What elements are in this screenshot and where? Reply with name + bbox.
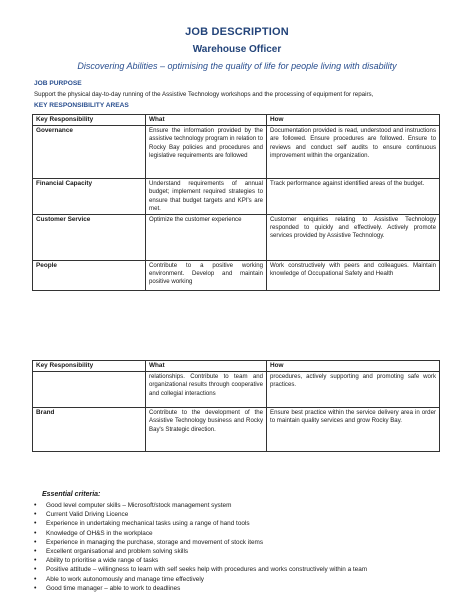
organisation-tagline: Discovering Abilities – optimising the quality of life for people living with disability	[77, 61, 397, 71]
document-title: JOB DESCRIPTION	[185, 26, 289, 38]
responsibility-what: relationships. Contribute to team and organizational results through cooperative and collegial interactions	[146, 372, 267, 408]
bullet-icon: •	[34, 511, 37, 519]
responsibility-what: Optimize the customer experience	[146, 214, 267, 260]
bullet-icon: •	[34, 538, 37, 546]
responsibility-key: Financial Capacity	[33, 179, 146, 214]
column-header-how: How	[267, 115, 440, 126]
list-item	[34, 538, 454, 547]
criteria-text: Good time manager – able to work to deadlines	[46, 584, 181, 592]
essential-criteria-list	[34, 501, 454, 593]
bullet-icon: •	[34, 529, 37, 537]
job-purpose-text: Support the physical day-to-day running of the Assistive Technology workshops and the processing of equipment for repairs,	[34, 91, 374, 98]
criteria-text: Able to work autonomously and manage time effectively	[46, 575, 204, 583]
essential-criteria-heading: Essential criteria:	[42, 491, 101, 498]
responsibility-how: Customer enquiries relating to Assistive Technology responded to quickly and effectively. Actively promote services provided by Assistive Technology.	[267, 214, 440, 260]
responsibility-how: Work constructively with peers and colleagues. Maintain knowledge of Occupational Safety and Health	[267, 260, 440, 290]
table-header-row	[33, 115, 440, 126]
column-header-what: What	[146, 115, 267, 126]
bullet-icon: •	[34, 548, 37, 556]
responsibility-how: Track performance against identified areas of the budget.	[267, 179, 440, 214]
criteria-text: Ability to prioritise a wide range of tasks	[46, 557, 159, 565]
criteria-text: Current Valid Driving Licence	[46, 511, 129, 519]
responsibility-how: Documentation provided is read, understood and instructions are followed. Ensure procedures are followed. Ensure to reviews and conduct self audits to ensure continuous improvement within the organization.	[267, 126, 440, 179]
responsibility-how: procedures, actively supporting and promoting safe work practices.	[267, 372, 440, 408]
responsibility-key	[33, 372, 146, 408]
responsibility-what: Understand requirements of annual budget; implement required strategies to ensure that budget targets and KPI's are met.	[146, 179, 267, 214]
list-item	[34, 519, 454, 528]
responsibility-key: Brand	[33, 408, 146, 452]
criteria-text: Excellent organisational and problem solving skills	[46, 548, 189, 556]
responsibility-what: Contribute to a positive working environment. Develop and maintain positive working	[146, 260, 267, 290]
table-header-row	[33, 361, 440, 372]
list-item	[34, 510, 454, 519]
list-item	[34, 501, 454, 510]
bullet-icon: •	[34, 557, 37, 565]
list-item	[34, 547, 454, 556]
list-item	[34, 584, 454, 593]
list-item	[34, 565, 454, 574]
criteria-text: Knowledge of OH&S in the workplace	[46, 529, 153, 537]
responsibility-what: Ensure the information provided by the assistive technology program in relation to Rocky Bay policies and procedures and legislative requirements are followed	[146, 126, 267, 179]
table-row	[33, 179, 440, 214]
responsibility-how: Ensure best practice within the service delivery area in order to maintain quality services and grow Rocky Bay.	[267, 408, 440, 452]
criteria-text: Experience in managing the purchase, storage and movement of stock items	[46, 538, 264, 546]
bullet-icon: •	[34, 566, 37, 574]
table-row	[33, 214, 440, 260]
criteria-text: Experience in undertaking mechanical tasks using a range of hand tools	[46, 520, 250, 528]
table-row	[33, 260, 440, 290]
responsibility-key: Governance	[33, 126, 146, 179]
job-title: Warehouse Officer	[192, 44, 282, 55]
key-responsibility-areas-heading: KEY RESPONSIBILITY AREAS	[34, 102, 129, 109]
bullet-icon: •	[34, 502, 37, 509]
column-header-how: How	[267, 361, 440, 372]
bullet-icon: •	[34, 575, 37, 583]
column-header-what: What	[146, 361, 267, 372]
list-item	[34, 556, 454, 565]
bullet-icon: •	[34, 520, 37, 528]
table-row	[33, 372, 440, 408]
column-header-key-responsibility: Key Responsibility	[33, 361, 146, 372]
table-row	[33, 408, 440, 452]
responsibility-what: Contribute to the development of the Assistive Technology business and Rocky Bay's Strategic direction.	[146, 408, 267, 452]
responsibility-key: Customer Service	[33, 214, 146, 260]
bullet-icon: •	[34, 584, 37, 592]
responsibility-table-1	[32, 114, 440, 291]
list-item	[34, 575, 454, 584]
job-purpose-heading: JOB PURPOSE	[34, 80, 82, 87]
criteria-text: Positive attitude – willingness to learn with self seeks help with procedures and works constructively within a team	[46, 566, 368, 574]
table-row	[33, 126, 440, 179]
list-item	[34, 529, 454, 538]
column-header-key-responsibility: Key Responsibility	[33, 115, 146, 126]
criteria-text: Good level computer skills – Microsoft/stock management system	[46, 502, 232, 509]
responsibility-key: People	[33, 260, 146, 290]
responsibility-table-2	[32, 360, 440, 452]
